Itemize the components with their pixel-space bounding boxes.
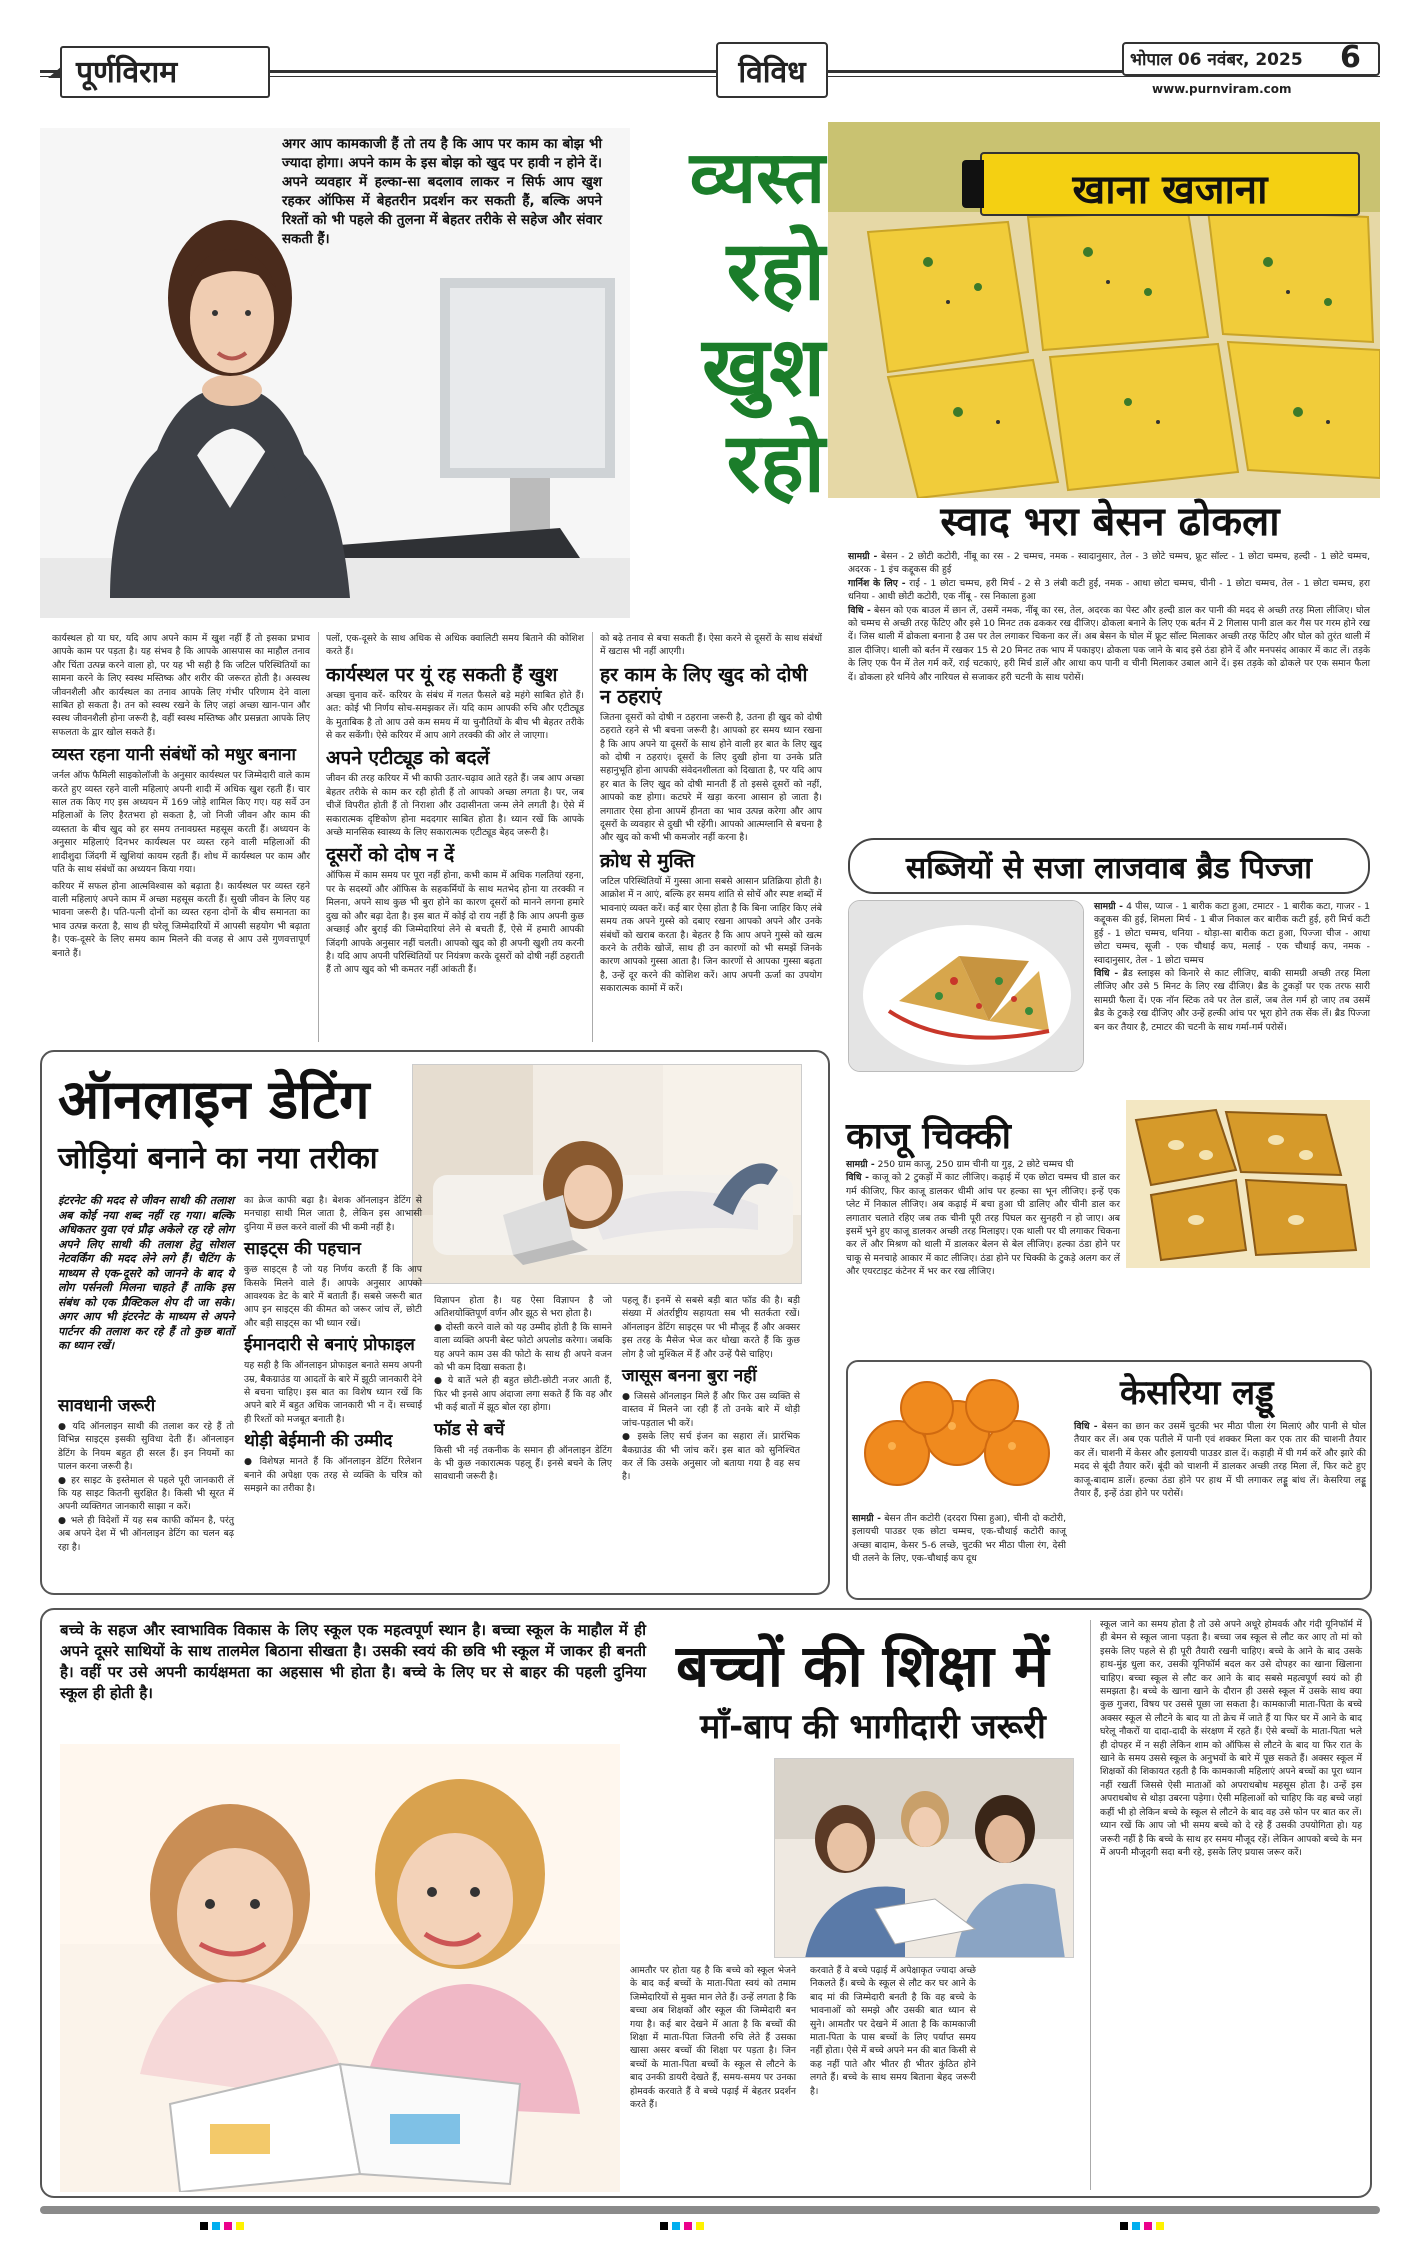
bread-pizza-photo: [848, 900, 1084, 1072]
article1-intro: अगर आप कामकाजी हैं तो तय है कि आप पर काम का बोझ भी ज्यादा होगा। अपने काम के इस बोझ को खुद पर हावी न होने दें। अपने व्यवहार में हल्का-सा बदलाव लाकर न सिर्फ आप खुश रहकर ऑफिस में बेहतरीन प्रदर्शन कर सकती हैं, बल्कि अपने रिश्तों को भी पहले की तुलना में बेहतर तरीके से सहेज और संवार सकती हैं।: [282, 136, 602, 247]
article2-col3-p1: विज्ञापन होता है। यह ऐसा विज्ञापन है जो अतिशयोक्तिपूर्ण वर्णन और झूठ से भरा होता है।: [434, 1295, 612, 1320]
dating-woman-photo: [412, 1064, 802, 1284]
logo: पूर्णविराम: [76, 55, 178, 90]
chikki-method: काजू को 2 टुकड़ों में काट लीजिए। कढ़ाई में एक छोटा चम्मच घी डाल कर गर्म कीजिए, फिर काजू डालकर धीमी आंच पर हल्का सा भून लीजिए। इन्हें एक प्लेट में निकाल लीजिए। अब कढ़ाई में बचा हुआ घी डालिए और चीनी डाल कर लगातार चलाते रहिए जब तक चीनी पूरी तरह पिघल कर सुनहरी न हो जाए। अब इसमें भुने हुए काजू डालकर अच्छी तरह मिलाइए। एक थाली पर घी लगाकर चिकना कर लें और मिश्रण को थाली में डालकर बेलन से बेल लीजिए। हल्का ठंडा होने पर चाकू से मनचाहे आकार में काट लीजिए। ठंडा होने पर चिक्की के टुकड़े अलग कर लें और एयरटाइट कंटेनर में भर कर रख लीजिए।: [846, 1172, 1121, 1278]
section-title: विविध: [738, 55, 806, 90]
article2-col3: [434, 1294, 612, 1484]
headline-line-2: रहो: [726, 224, 825, 319]
footer-registration-marks: [0, 2218, 1417, 2232]
article1-col3-p1: को बढ़े तनाव से बचा सकती हैं। ऐसा करने से दूसरों के साथ संबंधों में खटास भी नहीं आएगी।: [600, 633, 822, 658]
article2-col4-p3: ● इसके लिए सर्च इंजन का सहारा लें। प्रारंभिक बैकग्राउंड की भी जांच करें। इस बात को सुनिश्चित कर लें कि उसके अनुसार जो बताया गया है वह सच है।: [622, 1431, 800, 1483]
laddu-illustration: [852, 1368, 1062, 1506]
family-reading-illustration: [775, 1759, 1074, 1958]
headline-line-3: खुश: [702, 320, 825, 415]
article3-col3: [1100, 1618, 1362, 1859]
registration-marks: [0, 2219, 1417, 2233]
article3-subheadline: माँ-बाप की भागीदारी जरूरी: [700, 1707, 1046, 1747]
chikki-ingredients: 250 ग्राम काजू, 250 ग्राम चीनी या गुड़, 2 छोटे चम्मच घी: [877, 1159, 1074, 1170]
article2-subheadline: जोड़ियां बनाने का नया तरीका: [58, 1141, 378, 1176]
family-reading-photo: [774, 1758, 1074, 1958]
article1-col2-sub2: अपने एटीट्यूड को बदलें: [326, 747, 490, 770]
article2-col4: [622, 1294, 800, 1484]
article2-col1-sub: सावधानी जरूरी: [58, 1396, 156, 1416]
article2-col3-p2: ● दोस्ती करने वाले को यह उम्मीद होती है कि सामने वाला व्यक्ति अपनी बेस्ट फोटो अपलोड करेगा। जबकि यह अपने काम उस की फोटो के साथ ही अपने वजन को भी कम दिखा सकता है।: [434, 1321, 612, 1374]
pizza-method-label: विधि -: [1094, 968, 1119, 980]
dhokla-method-label: विधि -: [848, 604, 871, 616]
article1-col2-p4: ऑफिस में काम समय पर पूरा नहीं होना, कभी काम में अधिक गलतियां रहना, पर के सदस्यों और ऑफिस के सहकर्मियों के साथ मतभेद होना या तरक्की न मिलना, अपने साथ कुछ भी बुरा होने का कारण दूसरों को मानने लगना हमारे दुख को और बढ़ा देता है। इस बात में कोई दो राय नहीं है कि आप अपनी कुछ अच्छाई और बुराई की जिम्मेदारियां लेने से बचती हैं, ऐसे में हमारी आपकी जिंदगी आपके अनुसार नहीं चलती। आपको खुद को ही अपनी खुशी तय करनी है। यदि आप अपनी परिस्थितियों पर नियंत्रण करके दूसरों को दोषी नहीं ठहराती हैं तो आप खुद को भी कमतर नहीं आंकती हैं।: [326, 870, 584, 976]
col-divider: [318, 632, 319, 1042]
article1-col2-p3: जीवन की तरह करियर में भी काफी उतार-चढ़ाव आते रहते हैं। जब आप अच्छा बेहतर तरीके से काम कर रही होती हैं तो आपको अच्छा लगता है। पर, जब चीजें विपरीत होती हैं तो निराशा और उदासीनता जन्म लेने लगती है। ऐसे में सकारात्मक दृष्टिकोण होना मददगार साबित होता है। ध्यान रखें कि आपके अच्छे मानसिक स्वास्थ्य के लिए सकारात्मक एटीट्यूड बेहद जरूरी है।: [326, 773, 584, 839]
article2-col4-p1: पहलू हैं। इनमें से सबसे बड़ी बात फॉड की है। बड़ी संख्या में अंतर्राष्ट्रीय सहायता सब भी सतर्कता रखें। ऑनलाइन डेटिंग साइट्स पर भी मौजूद हैं और अक्सर इस तरह के मैसेज भेज कर धोखा करते हैं कि कुछ लोग है जो मुश्किल में हैं और उन्हें पैसे चाहिए।: [622, 1295, 800, 1360]
article2-col3-p4: किसी भी नई तकनीक के समान ही ऑनलाइन डेटिंग के भी कुछ नकारात्मक पहलू हैं। इनसे बचने के लिए सावधानी जरूरी है।: [434, 1444, 612, 1483]
article3-col2-p: करवाते हैं वे बच्चे पढ़ाई में अपेक्षाकृत ज्यादा अच्छे निकलते हैं। बच्चे के स्कूल से लौट कर घर आने के बाद मां की जिम्मेदारी बनती है कि वह बच्चे के भावनाओं को समझे और उसकी बात ध्यान से सुने। आमतौर पर देखने में आता है कि कामकाजी माता-पिता के पास बच्चों के लिए पर्याप्त समय नहीं होता। ऐसे में बच्चे अपने मन की बात किसी से कह नहीं पाते और भीतर ही भीतर कुंठित होने लगते हैं। बच्चे के साथ समय बिताना बेहद जरूरी है।: [810, 1965, 976, 2097]
article1-col2-sub1: कार्यस्थल पर यूं रह सकती हैं खुश: [326, 663, 558, 686]
article2-col4-p2: ● जिससे ऑनलाइन मिले हैं और फिर उस व्यक्ति से वास्तव में मिलने जा रही हैं तो उनके बारे में थोड़ी जांच-पड़ताल भी करें।: [622, 1391, 800, 1429]
article3-col3-p: स्कूल जाने का समय होता है तो उसे अपने अधूरे होमवर्क और गंदी यूनिफॉर्म में ही बेमन से स्कूल जाना पड़ता है। बच्चा जब स्कूल से लौट कर आए तो मां को इसके लिए पहले से ही पूरी तैयारी रखनी चाहिए। बच्चे के आने के बाद उसके हाथ-मुंह धुला कर, उसकी यूनिफॉर्म बदल कर उसे दोपहर का खाना खिलाना चाहिए। बच्चा स्कूल से लौट कर आने के बाद सबसे महत्वपूर्ण स्वयं को ही समझता है। बच्चे के खाना खाने के दौरान ही उससे स्कूल में उसके साथ क्या कुछ गुजरा, विषय पर उससे पूछा जा सकता है। कामकाजी माता-पिता के बच्चे अक्सर स्कूल से लौटने के बाद या तो क्रेच में जाते हैं या फिर घर में आने के बाद घरेलू नौकरों या दादा-दादी के संरक्षण में रहते हैं। ऐसे बच्चों के माता-पिता भले ही दोपहर में न सही लेकिन शाम को ऑफिस से लौटने के बाद या फिर रात के खाने के समय उससे स्कूल के अनुभवों के बारे में पूछ सकते हैं। अक्सर स्कूल में शिक्षकों की शिकायत रहती है कि कामकाजी महिलाएं अपने बच्चों का पूरा ध्यान नहीं रखतीं जिससे ऐसी माताओं को अपराधबोध महसूस होता है। उन्हें इस अपराधबोध से थोड़ा उबरना पड़ेगा। ऐसी महिलाओं को चाहिए कि वह बच्चे जहां कहीं भी हो लेकिन बच्चे के स्कूल से लौटने के बाद वह उसे फोन पर बात कर लें। ध्यान रखें कि आप जो भी समय बच्चे को दे रहे हैं उसकी उपयोगिता हो। यह जरूरी नहीं है कि बच्चे के साथ हर समय मौजूद रहें। लेकिन आपको बच्चे के मन में अपनी मौजूदगी सदा बनी रहे, इसके लिए प्रयास जरूर करें।: [1100, 1619, 1362, 1858]
laddu-method-block: [1074, 1420, 1366, 1500]
masthead: [40, 40, 1380, 112]
article2-col2-sub3: थोड़ी बेईमानी की उम्मीद: [244, 1431, 393, 1452]
article3-intro: बच्चे के सहज और स्वाभाविक विकास के लिए स्कूल एक महत्वपूर्ण स्थान है। बच्चा स्कूल के माहौल में ही अपने दूसरे साथियों के साथ तालमेल बिठाना सीखता है। उसकी स्वयं की छवि भी स्कूल में जाकर ही बनती है। वहीं पर उसे अपनी कार्यक्षमता का अहसास भी होता है। बच्चे के लिए घर से बाहर की पहली दुनिया स्कूल ही होती है।: [60, 1621, 646, 1702]
pizza-ingredients-label: सामग्री -: [1094, 901, 1123, 912]
footer-rule: [40, 2206, 1380, 2214]
col-divider: [1090, 1620, 1091, 2190]
laddu-method-label: विधि -: [1074, 1421, 1098, 1432]
dhokla-method: बेसन को एक बाउल में छान लें, उसमें नमक, नींबू का रस, तेल, अदरक का पेस्ट और हल्दी डाल कर पानी की मदद से अच्छी तरह मिला लीजिए। घोल को चम्मच से अच्छी तरह फेंटिए और इसे 10 मिनट तक ढककर रख दीजिए। ढोकला बनाने के लिए एक बर्तन में 2 गिलास पानी डाल कर गैस पर गरम होने रख दें। जिस थाली में ढोकला बनाना है उस पर तेल लगाकर चिकना कर लें। अब बेसन के घोल में फ्रूट सॉल्ट मिलाकर अच्छी तरह फेंटिए और घोल को तुरंत थाली में डाल दीजिए। थाली को बर्तन में रखकर 15 से 20 मिनट तक भाप में पकाइए। ढोकला पक जाने के बाद इसे ठंडा होने दें और मनपसंद आकार में काट लें। तड़के के लिए एक पैन में तेल गर्म करें, राई चटकाएं, हरी मिर्च डालें और आधा कप पानी व चीनी मिलाकर उबाल आने दें। इस तड़के को ढोकले पर एक समान फैला दें। ढोकला हरे धनिये और नारियल से सजाकर हरी चटनी के साथ परोसें।: [848, 604, 1371, 683]
dhokla-title: स्वाद भरा बेसन ढोकला: [940, 499, 1280, 545]
article2-col4-sub: जासूस बनना बुरा नहीं: [622, 1366, 757, 1387]
article1-col3: [600, 632, 822, 996]
article2-col2-p1: का क्रेज काफी बढ़ा है। बेशक ऑनलाइन डेटिंग से मनचाहा साथी मिल जाता है, लेकिन इस आभासी दुनिया में छल करने वालों की भी कमी नहीं है।: [244, 1195, 422, 1233]
headline-line-4: रहो: [726, 416, 825, 511]
col-divider: [592, 632, 593, 1042]
article1-col3-p3: जटिल परिस्थितियों में गुस्सा आना सबसे आसान प्रतिक्रिया होती है। आक्रोश में न आएं, बल्कि हर समय शांति से सोचें और स्पष्ट शब्दों में भावनाएं व्यक्त करें। कई बार ऐसा होता है कि बिना जाहिर किए लंबे समय तक अपने गुस्से को दबाए रखना आपको अपने और उनके संबंधों को खराब करता है। बेहतर है कि आप अपने गुस्से को खत्म करने के तरीके खोजें, साथ ही उन कारणों को भी समझें जिनके कारण आपको गुस्सा आता है। जिन कारणों से आपका गुस्सा बढ़ता है, उन्हें दूर करने की कोशिश करें। आप अपनी ऊर्जा का उपयोग सकारात्मक कामों में करें।: [600, 875, 822, 995]
article1-col1-p2: जर्नल ऑफ फैमिली साइकोलॉजी के अनुसार कार्यस्थल पर जिम्मेदारी वाले काम करते हुए व्यस्त रहने वाली महिलाएं अपनी शादी में अधिक खुश रहती हैं। चार साल तक किए गए इस अध्ययन में 169 जोड़े शामिल किए गए। यह सर्वे उन महिलाओं के लिए हैरतभरा हो सकता है, जो निजी जीवन और काम की व्यस्तता के बीच खुद को हर समय तनावग्रस्त महसूस करती हैं। अध्ययन के अनुसार महिलाएं दिनभर कार्यस्थल पर व्यस्त रहने वाली महिलाओं की शादीशुदा जिंदगी में खुशियां कायम रहती हैं। शोध में कार्यस्थल पर काम और पति के साथ संबंधों का अध्ययन किया गया।: [52, 770, 310, 876]
article2-col1-p2: ● हर साइट के इस्तेमाल से पहले पूरी जानकारी लें कि यह साइट कितनी सुरक्षित है। किसी भी सूरत में अपनी व्यक्तिगत जानकारी साझा न करें।: [58, 1474, 234, 1513]
page-number: 6: [1340, 40, 1361, 75]
dhokla-tadka: राई - 1 छोटा चम्मच, हरी मिर्च - 2 से 3 लंबी कटी हुई, नमक - आधा छोटा चम्मच, चीनी - 1 छोटा चम्मच, तेल - 1 छोटा चम्मच, हरा धनिया - आधी छोटी कटोरी, एक नींबू - रस निकाला हुआ: [848, 577, 1371, 603]
article1-headline: [615, 130, 825, 512]
bread-pizza-illustration: [849, 901, 1084, 1072]
laddu-method: बेसन का छान कर उसमें चुटकी भर मीठा पीला रंग मिलाएं और पानी से घोल तैयार कर लें। अब एक पतीले में पानी एवं शक्कर मिला कर एक तार की चाशनी तैयार कर लें। चाशनी में केसर और इलायची पाउडर डाल दें। कड़ाही में घी गर्म करें और झारे की मदद से बूंदी तैयार करें। बूंदी को चाशनी में डालकर अच्छी तरह मिला लें, फिर कटे हुए काजू-बादाम डालें। हल्का ठंडा होने पर हाथ में घी लगाकर लड्डू बांध लें। केसरिया लड्डू तैयार हैं, इन्हें ठंडा होने पर परोसें।: [1074, 1421, 1367, 1500]
article2-col2-p4: ● विशेषज्ञ मानते हैं कि ऑनलाइन डेटिंग रिलेशन बनाने की अपेक्षा एक तरह से व्यक्ति के चरित्र को समझने का तरीका है।: [244, 1456, 422, 1495]
chikki-recipe: [846, 1158, 1120, 1279]
article2-col1-p3: ● भले ही विदेशों में यह सब काफी कॉमन है, परंतु अब अपने देश में भी ऑनलाइन डेटिंग का चलन बढ़ रहा है।: [58, 1514, 234, 1553]
article1-col2-sub3: दूसरों को दोष न दें: [326, 844, 455, 867]
article2-col2-p2: कुछ साइट्स है जो यह निर्णय करती हैं कि आप किसके मिलने वाले हैं। आपके अनुसार आपको आवश्यक डेट के बारे में बताती हैं। सबसे जरूरी बात आप इन साइट्स की कीमत को जरूर जांच लें, छोटी और बड़ी साइट्स का भी ध्यान रखें।: [244, 1264, 422, 1329]
dhokla-tadka-label: गार्निश के लिए -: [848, 577, 906, 589]
pizza-method: ब्रैड स्लाइस को किनारे से काट लीजिए, बाकी सामग्री अच्छी तरह मिला लीजिए और उसे 5 मिनट के लिए रख दीजिए। ब्रैड के टुकड़ों पर एक तरफ सारी सामग्री फैला दें। एक नॉन स्टिक तवे पर तेल डालें, जब तेल गर्म हो जाए तब उसमें ब्रैड के टुकड़े रख दीजिए और उन्हें हल्की आंच पर भूरा होने तक सेंक लें। ब्रैड पिज्जा बन कर तैयार है, टमाटर की चटनी के साथ गर्मा-गर्म परोसें।: [1094, 968, 1370, 1033]
article2-col3-p3: ● ये बातें भले ही बहुत छोटी-छोटी नजर आती हैं, फिर भी इनसे आप अंदाजा लगा सकते हैं कि वह और भी कई बातों में झूठ बोल रहा होगा।: [434, 1375, 612, 1414]
chikki-title: काजू चिक्की: [846, 1116, 1011, 1157]
food-badge-tab: [962, 160, 984, 208]
article1-col2-p1: पलों, एक-दूसरे के साथ अधिक से अधिक क्वालिटी समय बिताने की कोशिश करते हैं।: [326, 633, 584, 658]
article2-col2-p3: यह सही है कि ऑनलाइन प्रोफाइल बनाते समय अपनी उम्र, बैकग्राउंड या आदतों के बारे में झूठी जानकारी देने से बचना चाहिए। इस बात का विशेष ध्यान रखें कि अपने बारे में बहुत अधिक जानकारी भी न दें। सच्चाई ही रिश्तों को मजबूत बनाती है।: [244, 1360, 422, 1425]
chikki-illustration: [1126, 1100, 1370, 1268]
chikki-method-label: विधि -: [846, 1172, 869, 1184]
dhokla-ingredients: बेसन - 2 छोटी कटोरी, नींबू का रस - 2 चम्मच, नमक - स्वादानुसार, तेल - 3 छोटे चम्मच, फ्रूट सॉल्ट - 1 छोटा चम्मच, हल्दी - 1 छोटे चम्मच, अदरक - 1 इंच कद्दूकस की हुई: [848, 551, 1370, 576]
children-reading-photo: [60, 1744, 620, 2192]
article2-col2: [244, 1194, 422, 1496]
laddu-ingredients-block: [852, 1512, 1066, 1566]
article1-col1-p1: कार्यस्थल हो या घर, यदि आप अपने काम में खुश नहीं हैं तो इसका प्रभाव आपके काम पर पड़ता है। यह संभव है कि आपके आसपास का माहौल तनाव और चिंता उत्पन्न करने वाला हो, पर यह भी सही है कि जटिल परिस्थितियों का सामना करने के लिए स्वस्थ मस्तिष्क और शरीर की जरूरत होती है। अस्वस्थ जीवनशैली और कार्यस्थल का तनाव आपके लिए गंभीर परिणाम देने वाला साबित हो सकता है। तन को स्वस्थ रखने के लिए जहां अच्छा खान-पान और स्वस्थ जीवनशैली होना जरूरी है, वहीं स्वस्थ मस्तिष्क और प्रसन्नता आपके लिए सफलता के द्वार खोल सकते हैं।: [52, 633, 310, 738]
article3-col1: [630, 1964, 796, 2111]
article2-headline: ऑनलाइन डेटिंग: [58, 1068, 370, 1131]
woman-laptop-illustration: [413, 1065, 802, 1284]
article3-headline: बच्चों की शिक्षा में: [676, 1632, 1049, 1700]
article1-col3-sub2: क्रोध से मुक्ति: [600, 849, 695, 872]
article1-col1-p3: करियर में सफल होना आत्मविश्वास को बढ़ाता है। कार्यस्थल पर व्यस्त रहने वाली महिलाएं अपने काम में अच्छा महसूस करती हैं। सुखी जीवन के लिए यह भावना जरूरी है। पति-पत्नी दोनों का व्यस्त रहना दोनों के बीच समानता का भाव उत्पन्न करता है, साथ ही घरेलू जिम्मेदारियों में आपसी सहयोग भी बढ़ाता है। एक-दूसरे के लिए समय काम मिलने की वजह से आप उसे गुणवत्तापूर्ण बनाते हैं।: [52, 880, 310, 959]
laddu-ingredients: बेसन तीन कटोरी (दरदरा पिसा हुआ), चीनी दो कटोरी, इलायची पाउडर एक छोटा चम्मच, एक-चौथाई कटोरी काजू अच्छा बादाम, केसर 5-6 लच्छे, चुटकी भर मीठा पीला रंग, देसी घी तलने के लिए, एक-चौथाई कप दूध: [852, 1513, 1066, 1565]
article2-col3-sub: फॉड से बचें: [434, 1419, 505, 1440]
laddu-photo: [852, 1368, 1062, 1506]
article3-col2: [810, 1964, 976, 2098]
article1-col1-sub: व्यस्त रहना यानी संबंधों को मधुर बनाना: [52, 745, 296, 766]
article1-col2-p2: अच्छा चुनाव करें- करियर के संबंध में गलत फैसले बड़े महंगे साबित होते हैं। अत: कोई भी निर्णय सोच-समझकर लें। यदि काम आपकी रुचि और एटीट्यूड के मुताबिक है तो आप उसे कम समय में या चुनौतियों के बीच भी बेहतर तरीके से कर सकेंगी। ऐसे करियर में आप आगे तरक्की की ओर ले जाएगा।: [326, 689, 584, 742]
pizza-ingredients: 4 पीस, प्याज - 1 बारीक कटा हुआ, टमाटर - 1 बारीक कटा, गाजर - 1 कद्दूकस की हुई, शिमला मिर्च - 1 बीज निकाल कर बारीक कटी हुई, हरी मिर्च कटी हुई - 1 छोटा चम्मच, धनिया - थोड़ा-सा बारीक कटा हुआ, पिज्जा चीज - आधा छोटा चम्मच, सूजी - एक चौथाई कप, मलाई - एक चौथाई कप, नमक - स्वादानुसार, तेल - 1 छोटा चम्मच: [1094, 901, 1370, 966]
website-url: www.purnviram.com: [1152, 82, 1292, 96]
pizza-title: सब्जियों से सजा लाजवाब ब्रैड पिज्जा: [905, 851, 1313, 886]
dhokla-ingredients-label: सामग्री -: [848, 551, 878, 562]
article2-col2-sub2: ईमानदारी से बनाएं प्रोफाइल: [244, 1335, 415, 1356]
article1-col2: [326, 632, 584, 977]
pizza-recipe: [1094, 900, 1370, 1034]
laddu-title: केसरिया लड्डू: [1120, 1373, 1274, 1413]
article1-col3-sub1: हर काम के लिए खुद को दोषी न ठहराएं: [600, 663, 808, 708]
logo-arrow-icon: [48, 66, 62, 78]
chikki-photo: [1126, 1100, 1370, 1268]
article2-intro: इंटरनेट की मदद से जीवन साथी की तलाश अब कोई नया शब्द नहीं रह गया। बल्कि अधिकतर युवा एवं प्रौढ़ अकेले रह रहे लोग अपने लिए साथी की तलाश हेतु सोशल नेटवर्किंग की मदद लेने लगे हैं। चैटिंग के माध्यम से एक-दूसरे को जानने के बाद ये लोग पर्सनली मिलना चाहते हैं ताकि इस संबंध को एक प्रैक्टिकल शेप दी जा सके। अगर आप भी इंटरनेट के माध्यम से अपने पार्टनर की तलाश कर रहे हैं तो कुछ बातों का ध्यान रखें।: [58, 1194, 234, 1352]
laddu-ingredients-label: सामग्री -: [852, 1513, 881, 1524]
article3-col1-p: आमतौर पर होता यह है कि बच्चे को स्कूल भेजने के बाद कई बच्चों के माता-पिता स्वयं को तमाम जिम्मेदारियों से मुक्त मान लेते हैं। उन्हें लगता है कि बच्चा अब शिक्षकों और स्कूल की जिम्मेदारी बन गया है। कई बार देखने में आता है कि बच्चों की शिक्षा में माता-पिता जितनी रुचि लेते हैं उसका खासा असर बच्चों की शिक्षा पर पड़ता है। जिन बच्चों के माता-पिता बच्चों के स्कूल से लौटने के बाद उनकी डायरी देखते हैं, समय-समय पर उनका होमवर्क करवाते हैं वे बच्चे पढ़ाई में बेहतर प्रदर्शन करते हैं।: [630, 1965, 796, 2111]
article2-col1-p1: ● यदि ऑनलाइन साथी की तलाश कर रहे हैं तो विभिन्न साइट्स इसकी सुविधा देती हैं। ऑनलाइन डेटिंग के नियम बहुत ही सरल हैं। इन नियमों का पालन करना जरूरी है।: [58, 1421, 234, 1473]
date-line: भोपाल 06 नवंबर, 2025: [1130, 50, 1303, 70]
food-badge-title: खाना खजाना: [1072, 167, 1268, 213]
article1-col3-p2: जितना दूसरों को दोषी न ठहराना जरूरी है, उतना ही खुद को दोषी ठहराते रहने से भी बचना जरूरी है। आपको हर समय ध्यान रखना है कि आप अपने या दूसरों के साथ होने वाली हर बात के लिए खुद को दोषी न ठहराएं। दूसरों के लिए दुखी होना या उनके प्रति सहानुभूति होना आपकी संवेदनशीलता को दिखाता है, पर यदि आप हर बात के लिए खुद को दोषी मानती हैं तो इससे दूसरों को नहीं, आपको कष्ट होगा। कटघरे में खड़ा करना आसान हो जाता है। लगातार ऐसा होना आपमें हीनता का भाव उत्पन्न करेगा और आप दूसरों के व्यवहार से दुखी भी रहेंगी। आपको आत्मग्लानि से बचना है और खुद को कभी भी कमजोर नहीं करना है।: [600, 711, 822, 844]
chikki-ingredients-label: सामग्री -: [846, 1159, 875, 1170]
headline-line-1: व्यस्त: [689, 135, 825, 219]
article1-col1: [52, 632, 310, 960]
article2-col1: [58, 1395, 234, 1554]
dhokla-recipe: [848, 550, 1370, 684]
children-reading-illustration: [60, 1744, 620, 2192]
article2-col2-sub1: साइट्स की पहचान: [244, 1239, 361, 1260]
